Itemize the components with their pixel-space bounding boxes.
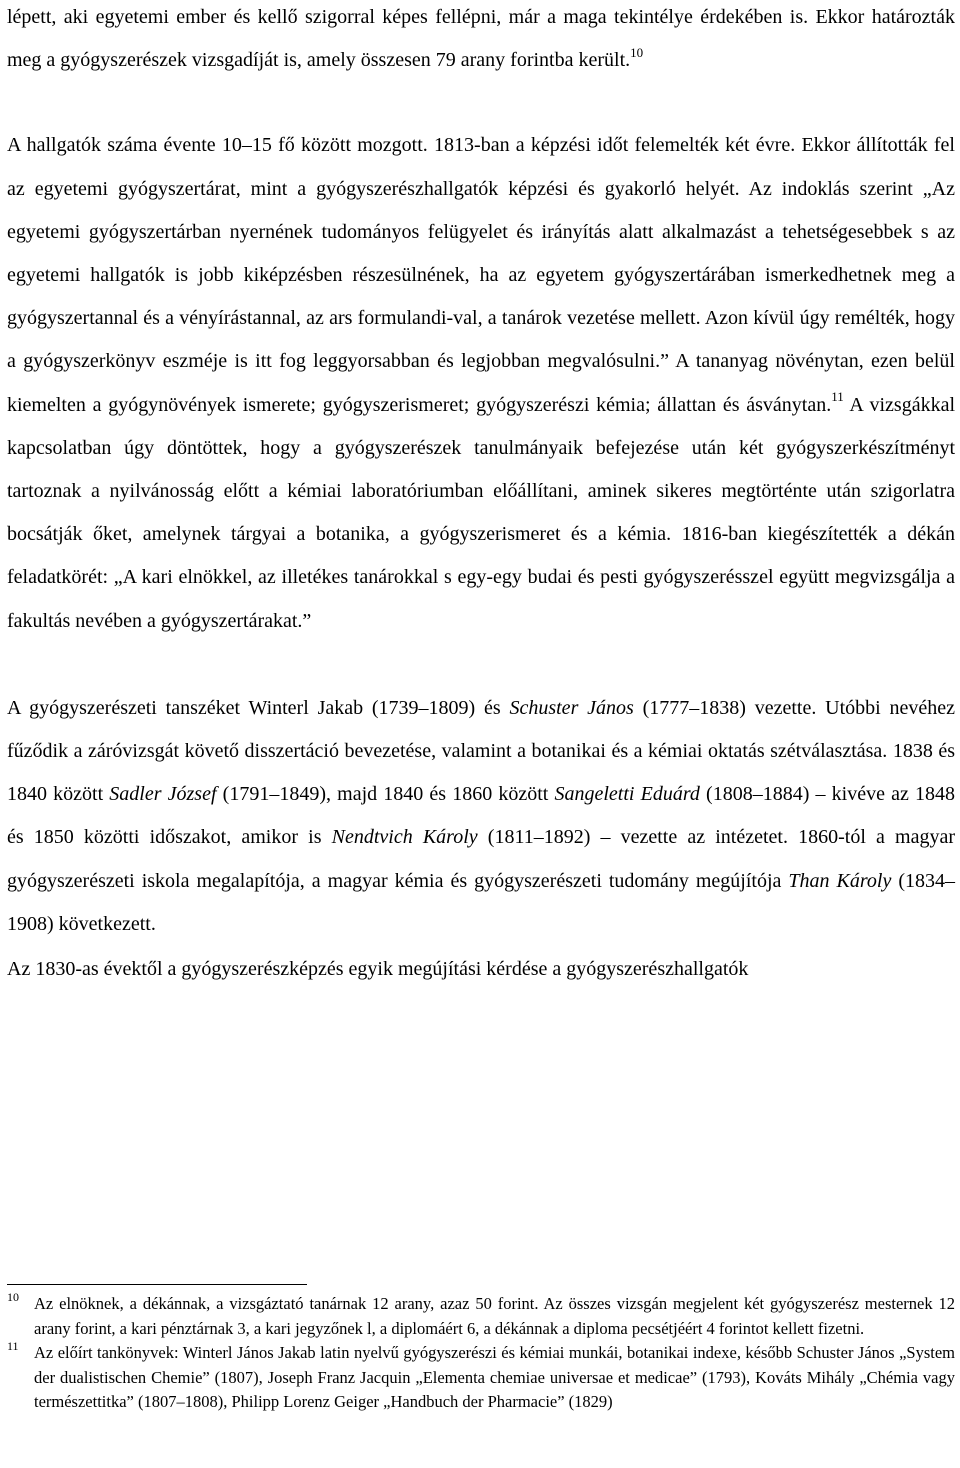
person-name-than: Than Károly — [788, 869, 892, 892]
person-name-sadler: Sadler József — [109, 783, 217, 806]
paragraph-student-numbers — [7, 124, 955, 642]
text-run: A gyógyszerészeti tanszéket Winterl Jakab (1739–1809) és — [7, 696, 510, 719]
paragraph-text-continued: A vizsgákkal kapcsolatban úgy döntöttek, hogy a gyógyszerészek tanulmányaik befejezése után két gyógyszerkészítményt tartoznak a nyilvánosság előtt a kémiai laboratóriumban előállítani, aminek sikeres megtörténte után szigorlatra bocsátják őket, amelynek tárgyai a botanika, a gyógyszerismeret és a kémia. 1816-ban kiegészítették a dékán feladatkörét: „A kari elnökkel, az illetékes tanárokkal s egy-egy budai és pesti gyógyszerésszel együtt megvizsgálja a fakultás nevében a gyógyszertárakat.” — [7, 393, 955, 632]
footnote-11 — [7, 1341, 955, 1415]
paragraph-text: Az 1830-as évektől a gyógyszerészképzés egyik megújítási kérdése a gyógyszerészhallgatók — [7, 958, 749, 981]
footnote-ref-10[interactable]: 10 — [630, 44, 644, 60]
footnote-text: Az előírt tankönyvek: Winterl János Jakab latin nyelvű gyógyszerészi és kémiai munkái, botanikai indexe, később Schuster János „System der dualistischen Chemie” (1807), Joseph Franz Jacquin „Elementa chemiae universae et medicae” (1793), Kováts Mihály „Chémia vagy természettitka” (1807–1808), Philipp Lorenz Geiger „Handbuch der Pharmacie” (1829) — [34, 1343, 955, 1411]
text-run: (1834–1908) következett. — [7, 869, 955, 935]
paragraph-department-heads — [7, 687, 955, 946]
text-run: (1777–1838) vezette. Utóbbi nevéhez fűződik a záróvizsgát követő disszertáció bevezetése, valamint a botanikai és a kémiai oktatás szétválasztása. 1838 és 1840 között — [7, 696, 955, 806]
footnote-ref-11[interactable]: 11 — [831, 388, 844, 404]
footnote-text: Az elnöknek, a dékánnak, a vizsgáztató tanárnak 12 arany, azaz 50 forint. Az összes vizsgán megjelent két gyógyszerész mesternek 12 arany forint, a kari pénztárnak 3, a kari jegyzőnek l, a diplomáért 6, a dékánnak a diploma pecsétjéért 4 forintot kellett fizetni. — [34, 1294, 955, 1338]
paragraph-spacer — [7, 643, 955, 687]
paragraph-text: A hallgatók száma évente 10–15 fő között mozgott. 1813-ban a képzési időt felemelték két évre. Ekkor állították fel az egyetemi gyógyszertárat, mint a gyógyszerészhallgatók képzési és gyakorló helyét. Az indoklás szerint „Az egyetemi gyógyszertárban nyernének tudományos felügyelet és irányítás alatt alkalmazást a tehetségesebbek s az egyetemi hallgatók is jobb kiképzésben részesülnének, ha az egyetem gyógyszertárában ismerkedhetnek meg a gyógyszertannal és a vényírástannal, az ars formulandi-val, a tanárok vezetése mellett. Azon kívül úgy remélték, hogy a gyógyszerkönyv eszméje is itt fog leggyorsabban és legjobban megvalósulni.” A tananyag növénytan, ezen belül kiemelten a gyógynövények ismerete; gyógyszerismeret; gyógyszerészi kémia; állattan és ásványtan. — [7, 134, 955, 416]
person-name-sangeletti: Sangeletti Eduárd — [554, 783, 700, 806]
footnote-10 — [7, 1292, 955, 1341]
footnote-number: 11 — [7, 1339, 19, 1353]
footnote-divider — [7, 1284, 307, 1285]
footnote-number: 10 — [7, 1290, 19, 1304]
person-name-schuster: Schuster János — [509, 696, 634, 719]
person-name-nendtvich: Nendtvich Károly — [331, 826, 478, 849]
paragraph-exam-fee — [7, 0, 955, 82]
text-run: (1808–1884) – kivéve az 1848 és 1850 közötti időszakot, amikor is — [7, 783, 955, 849]
text-run: (1791–1849), majd 1840 és 1860 között — [216, 783, 555, 806]
document-page — [7, 0, 955, 991]
paragraph-training-renewal — [7, 948, 955, 991]
text-run: (1811–1892) – vezette az intézetet. 1860-tól a magyar gyógyszerészeti iskola megalapítója, a magyar kémia és gyógyszerészeti tudomány megújítója — [7, 826, 955, 892]
paragraph-spacer — [7, 82, 955, 124]
footnotes — [7, 1292, 955, 1415]
paragraph-text: lépett, aki egyetemi ember és kellő szigorral képes fellépni, már a maga tekintélye érdekében is. Ekkor határozták meg a gyógyszerészek vizsgadíját is, amely összesen 79 arany forintba került. — [7, 6, 955, 72]
